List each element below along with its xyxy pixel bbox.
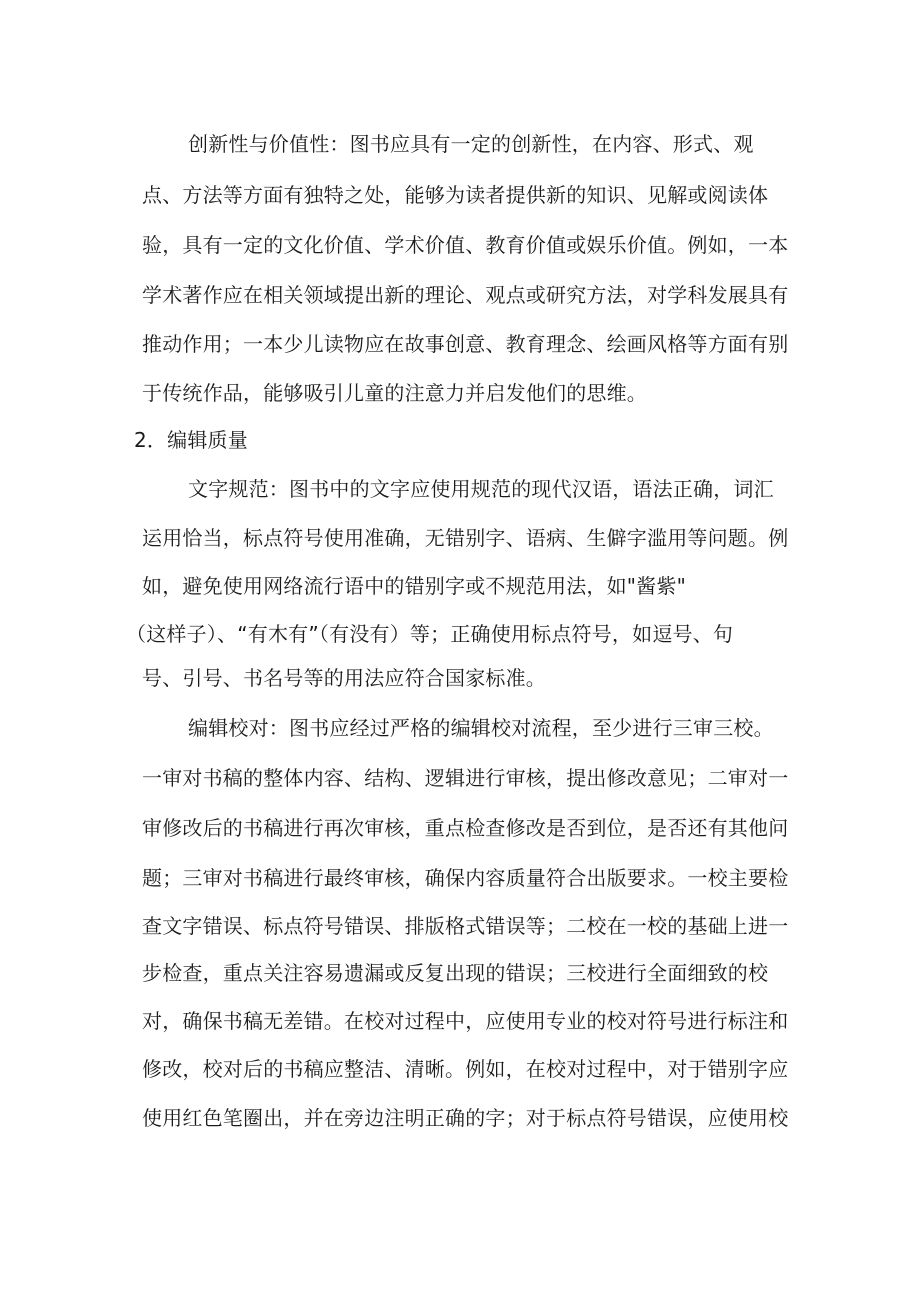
paragraph-2-line-4: （这样子）、“有木有”（有没有）等；正确使用标点符号，如逗号、句 (126, 622, 734, 646)
paragraph-1-line-3: 验，具有一定的文化价值、学术价值、教育价值或娱乐价值。例如，一本 (142, 233, 789, 257)
paragraph-1-line-6: 于传统作品，能够吸引儿童的注意力并启发他们的思维。 (142, 381, 647, 405)
paragraph-3-line-1: 编辑校对：图书应经过严格的编辑校对流程，至少进行三审三校。 (188, 716, 774, 740)
paragraph-3-line-9: 使用红色笔圈出，并在旁边注明正确的字；对于标点符号错误，应使用校 (142, 1106, 789, 1130)
paragraph-3-line-8: 修改，校对后的书稿应整洁、清晰。例如，在校对过程中，对于错别字应 (142, 1057, 789, 1081)
paragraph-1-line-1: 创新性与价值性：图书应具有一定的创新性，在内容、形式、观 (188, 132, 754, 156)
paragraph-2-line-1: 文字规范：图书中的文字应使用规范的现代汉语，语法正确，词汇 (188, 477, 774, 501)
paragraph-1-line-4: 学术著作应在相关领域提出新的理论、观点或研究方法，对学科发展具有 (142, 283, 789, 307)
paragraph-2-line-5: 号、引号、书名号等的用法应符合国家标准。 (142, 666, 546, 690)
section-heading: 2．编辑质量 (134, 428, 248, 452)
paragraph-2-line-3: 如，避免使用网络流行语中的错别字或不规范用法，如"酱紫" (142, 574, 686, 598)
paragraph-1-line-5: 推动作用；一本少儿读物应在故事创意、教育理念、绘画风格等方面有别 (142, 332, 789, 356)
paragraph-1-line-2: 点、方法等方面有独特之处，能够为读者提供新的知识、见解或阅读体 (142, 183, 769, 207)
paragraph-3-line-3: 审修改后的书稿进行再次审核，重点检查修改是否到位，是否还有其他问 (142, 816, 789, 840)
paragraph-3-line-5: 查文字错误、标点符号错误、排版格式错误等；二校在一校的基础上进一 (142, 914, 789, 938)
paragraph-3-line-2: 一审对书稿的整体内容、结构、逻辑进行审核，提出修改意见；二审对一 (142, 766, 789, 790)
paragraph-3-line-7: 对，确保书稿无差错。在校对过程中，应使用专业的校对符号进行标注和 (142, 1009, 789, 1033)
paragraph-3-line-4: 题；三审对书稿进行最终审核，确保内容质量符合出版要求。一校主要检 (142, 866, 789, 890)
paragraph-3-line-6: 步检查，重点关注容易遗漏或反复出现的错误；三校进行全面细致的校 (142, 961, 769, 985)
paragraph-2-line-2: 运用恰当，标点符号使用准确，无错别字、语病、生僻字滥用等问题。例 (142, 526, 789, 550)
